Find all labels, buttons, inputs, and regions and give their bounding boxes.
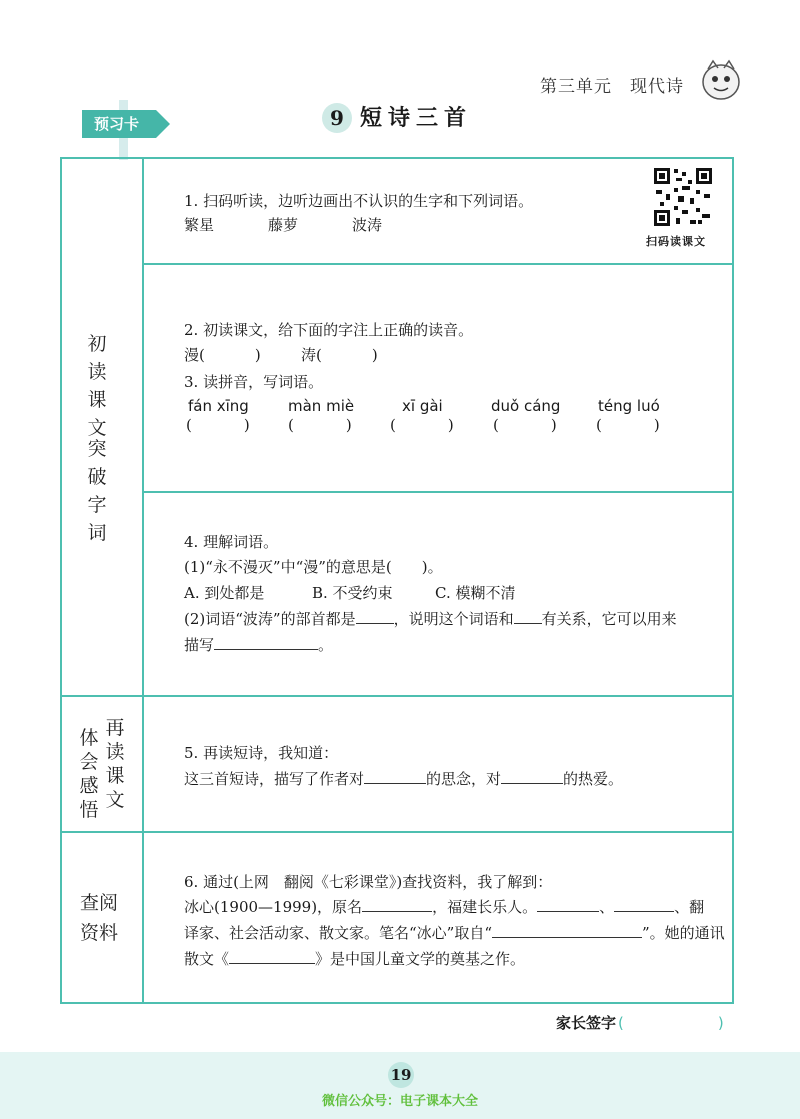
section-divider — [62, 695, 732, 697]
section-label-research: 查阅 资料 — [80, 892, 119, 944]
q4-option: A. 到处都是 — [184, 584, 265, 602]
mascot-icon — [696, 55, 746, 105]
q1-word: 波涛 — [352, 216, 383, 234]
wechat-account: 微信公众号：电子课本大全 — [322, 1094, 479, 1109]
q4-sub-1: (1)“永不漫灭”中“漫”的意思是( )。 — [184, 558, 443, 576]
pinyin-word: fán xīng — [188, 397, 249, 415]
qr-caption: 扫码读课文 — [646, 235, 706, 248]
row-divider — [144, 491, 732, 493]
q1-word: 藤萝 — [268, 216, 299, 234]
q3-answer-box[interactable]: ( ) — [390, 416, 454, 434]
question-1: 1. 扫码听读，边听边画出不认识的生字和下列词语。 — [184, 192, 534, 210]
q5-line: 这三首短诗，描写了作者对 的思念，对 的热爱。 — [184, 770, 624, 788]
unit-name: 第三单元 — [540, 77, 612, 97]
relation-blank[interactable] — [514, 609, 542, 624]
lesson-title-text: 短诗三首 — [360, 105, 473, 131]
qr-code-icon[interactable] — [652, 166, 714, 228]
q6-line-2: 译家、社会活动家、散文家。笔名“冰心”取自“ ”。她的通讯 — [184, 924, 725, 942]
q2-item-1: 漫( ) — [184, 346, 261, 364]
q2-item-2: 涛( ) — [301, 346, 378, 364]
pinyin-word: duǒ cáng — [491, 397, 561, 415]
unit-heading — [540, 72, 702, 97]
question-5: 5. 再读短诗，我知道： — [184, 744, 339, 762]
column-divider — [142, 159, 144, 1002]
pinyin-word: màn miè — [288, 397, 355, 415]
q4-option: C. 模糊不清 — [435, 584, 516, 602]
lesson-title — [322, 101, 472, 133]
signature-field[interactable]: ) — [717, 1014, 724, 1032]
miss-blank[interactable] — [364, 769, 426, 784]
page-number: 19 — [388, 1062, 414, 1088]
q6-line-1: 冰心(1900—1999)，原名 ，福建长乐人。 、 、翻 — [184, 898, 705, 916]
q3-answer-box[interactable]: ( ) — [288, 416, 352, 434]
q4-option: B. 不受约束 — [312, 584, 393, 602]
q6-line-3: 散文《 》是中国儿童文学的奠基之作。 — [184, 950, 526, 968]
lesson-number: 9 — [322, 103, 352, 133]
describe-blank[interactable] — [214, 635, 318, 650]
q4-sub-2-cont: 描写 。 — [184, 636, 334, 654]
preview-card-tab: 预习卡 — [82, 110, 156, 138]
q3-answer-box[interactable]: ( ) — [186, 416, 250, 434]
question-2: 2. 初读课文，给下面的字注上正确的读音。 — [184, 321, 474, 339]
parent-signature: 家长签字 ( ) — [556, 1014, 724, 1032]
tab-arrow — [156, 110, 170, 138]
love-blank[interactable] — [501, 769, 563, 784]
q4-sub-2: (2)词语“波涛”的部首都是 ，说明这个词语和 有关系，它可以用来 — [184, 610, 677, 628]
work-title-blank[interactable] — [229, 949, 315, 964]
question-6: 6. 通过(上网 翻阅《七彩课堂》)查找资料，我了解到： — [184, 873, 553, 891]
q3-answer-box[interactable]: ( ) — [493, 416, 557, 434]
q1-word: 繁星 — [184, 216, 215, 234]
genre-name: 现代诗 — [630, 77, 684, 97]
radical-blank[interactable] — [356, 609, 394, 624]
pinyin-word: téng luó — [598, 397, 660, 415]
pen-name-source-blank[interactable] — [492, 923, 642, 938]
question-3: 3. 读拼音，写词语。 — [184, 373, 324, 391]
pinyin-word: xī gài — [402, 397, 443, 415]
row-divider — [144, 263, 732, 265]
question-4: 4. 理解词语。 — [184, 533, 279, 551]
occupation-blank[interactable] — [537, 897, 599, 912]
occupation-blank[interactable] — [614, 897, 674, 912]
section-divider — [62, 831, 732, 833]
q3-answer-box[interactable]: ( ) — [596, 416, 660, 434]
real-name-blank[interactable] — [362, 897, 432, 912]
